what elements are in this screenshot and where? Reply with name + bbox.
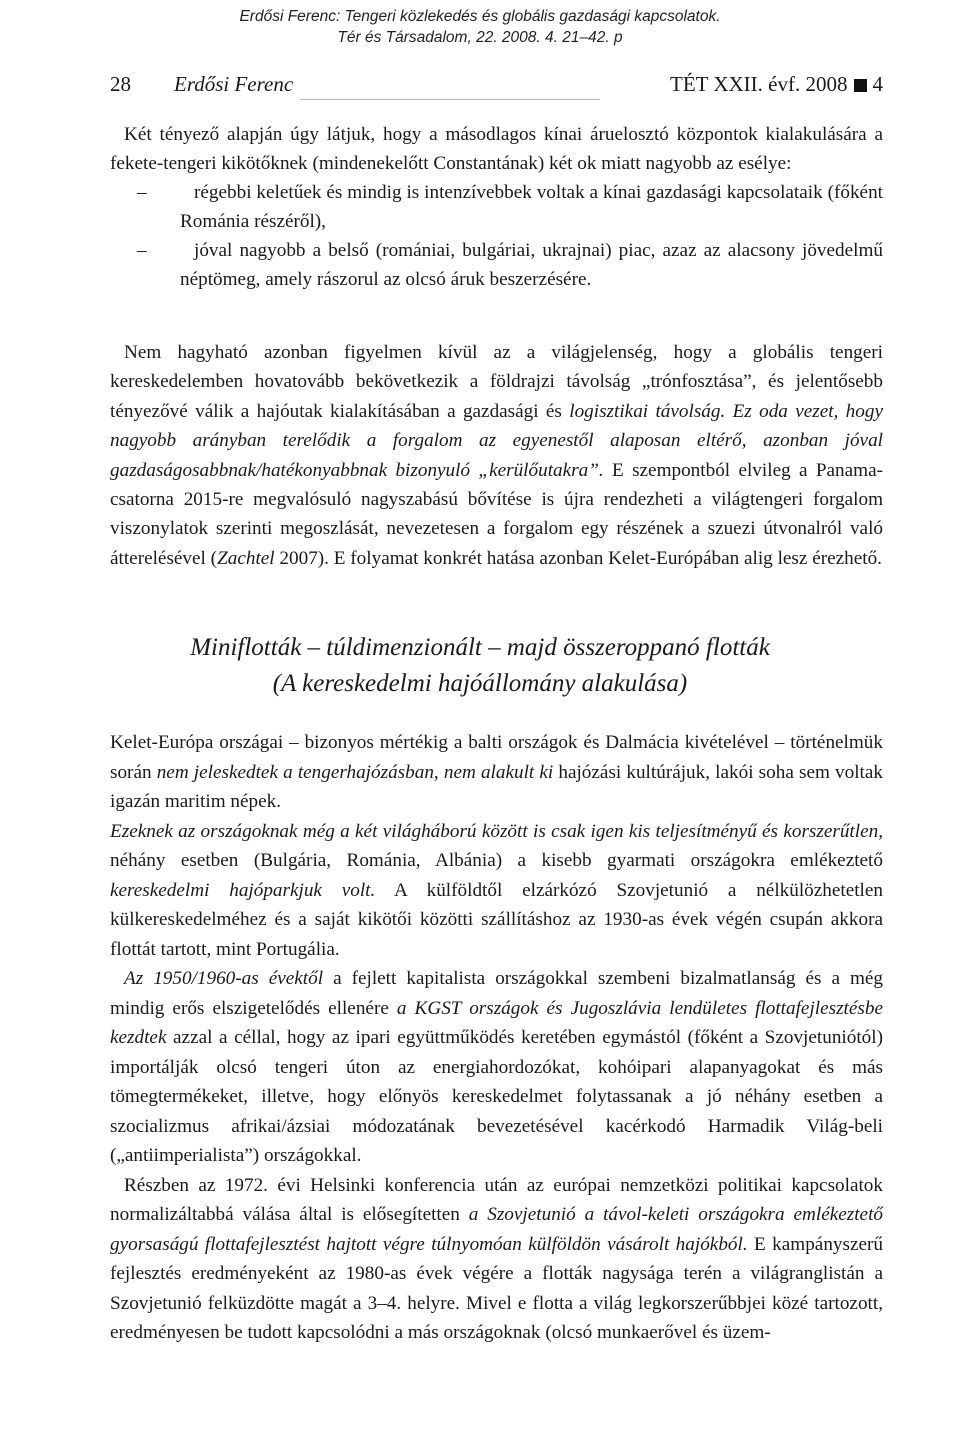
- list-item: – jóval nagyobb a belső (romániai, bulgáriai, ukrajnai) piac, azaz az alacsony jövedelmű néptömeg, amely rászorul az olcsó áruk beszerzésére.: [110, 236, 883, 294]
- body-paragraph: Részben az 1972. évi Helsinki konferencia után az európai nemzetközi politikai kapcsolatok normalizáltabbá válása által is elősegítetten a Szovjetunió a távol-keleti országokra emlékeztető gyorsaságú flottafejlesztést hajtott végre túlnyomóan külföldön vásárolt hajókból. E kampányszerű fejlesztés eredményeként az 1980-as évek végére a flották nagysága terén a világranglistán a Szovjetunió felküzdötte magát a 3–4. helyre. Mivel e flotta a világ legkorszerűbbjei közé tartozott, eredményesen be tudott kapcsolódni a más országoknak (olcsó munkaerővel és üzem-: [110, 1174, 883, 1343]
- section-heading-title: Miniflották – túldimenzionált – majd összeroppanó flották: [190, 634, 770, 661]
- citation-line-2: Tér és Társadalom, 22. 2008. 4. 21–42. p: [337, 29, 623, 46]
- header-rule: [300, 99, 600, 100]
- section-heading: [0, 630, 960, 702]
- list-item: – régebbi keletűek és mindig is intenzívebbek voltak a kínai gazdasági kapcsolataik (főként Románia részéről),: [110, 178, 883, 236]
- body-paragraph: Nem hagyható azonban figyelmen kívül az a világjelenség, hogy a globális tengeri kereskedelemben hovatovább bekövetkezik a földrajzi távolság „trónfosztása”, és jelentősebb tényezővé válik a hajóutak kialakításában a gazdasági és logisztikai távolság. Ez oda vezet, hogy nagyobb arányban terelődik a forgalom az egyenestől alaposan eltérő, azonban jóval gazdaságosabbnak/hatékonyabbnak bizonyuló „kerülőutakra”. E szempontból elvileg a Panama-csatorna 2015-re megvalósuló nagyszabású bővítése is újra rendezheti a világtengeri forgalom viszonylatok szerinti megoszlását, nevezetesen a forgalom egy részének a szuezi útvonalról való átterelésével (Zachtel 2007). E folyamat konkrét hatása azonban Kelet-Európában alig lesz érezhető.: [110, 342, 884, 569]
- journal-issue: 4: [872, 72, 883, 96]
- citation-line-1: Erdősi Ferenc: Tengeri közlekedés és globális gazdasági kapcsolatok.: [239, 8, 721, 25]
- running-head-journal: [670, 70, 883, 98]
- citation-header: [0, 6, 960, 48]
- intro-section: [110, 120, 883, 294]
- square-bullet-icon: [854, 79, 867, 92]
- body-paragraph: Kelet-Európa országai – bizonyos mértékig a balti országok és Dalmácia kivételével – történelmük során nem jeleskedtek a tengerhajózásban, nem alakult ki hajózási kultúrájuk, lakói soha sem voltak igazán maritim népek.: [110, 732, 883, 812]
- body-paragraph: Ezeknek az országoknak még a két világháború között is csak igen kis teljesítményű és korszerűtlen, néhány esetben (Bulgária, Románia, Albánia) a kisebb gyarmati országokra emlékeztető kereskedelmi hajóparkjuk volt. A külföldtől elzárkózó Szovjetunió a nélkülözhetetlen külkereskedelméhez és a saját kikötői közötti szállításhoz az 1930-as évek végén csupán akkora flottát tartott, mint Portugália.: [110, 820, 884, 960]
- page-number: 28: [110, 72, 131, 96]
- globalisation-section: [110, 338, 883, 573]
- section-heading-subtitle: (A kereskedelmi hajóállomány alakulása): [272, 670, 688, 697]
- running-head: [110, 70, 883, 98]
- fleet-section: [110, 728, 883, 1348]
- journal-volume: TÉT XXII. évf. 2008: [670, 72, 848, 96]
- body-paragraph: Az 1950/1960-as évektől a fejlett kapitalista országokkal szembeni bizalmatlanság és a még mindig erős elszigetelődés ellenére a KGST országok és Jugoszlávia lendületes flottafejlesztésbe kezdtek azzal a céllal, hogy az ipari együttműködés keretében egymástól (főként a Szovjetuniótól) importálják olcsó tengeri úton az energiahordozókat, kohóipari alapanyagokat és más tömegtermékeket, illetve, hogy előnyös kereskedelmet folytassanak a jó néhány esetben a szocializmus afrikai/ázsiai módozatának bevezetésével kacérkodó Harmadik Világ-beli („antiimperialista”) országokkal.: [110, 968, 883, 1166]
- running-head-author: Erdősi Ferenc: [174, 72, 294, 96]
- intro-paragraph: Két tényező alapján úgy látjuk, hogy a másodlagos kínai áruelosztó központok kialakulására a fekete-tengeri kikötőknek (mindenekelőtt Constantának) két ok miatt nagyobb az esélye:: [110, 124, 883, 174]
